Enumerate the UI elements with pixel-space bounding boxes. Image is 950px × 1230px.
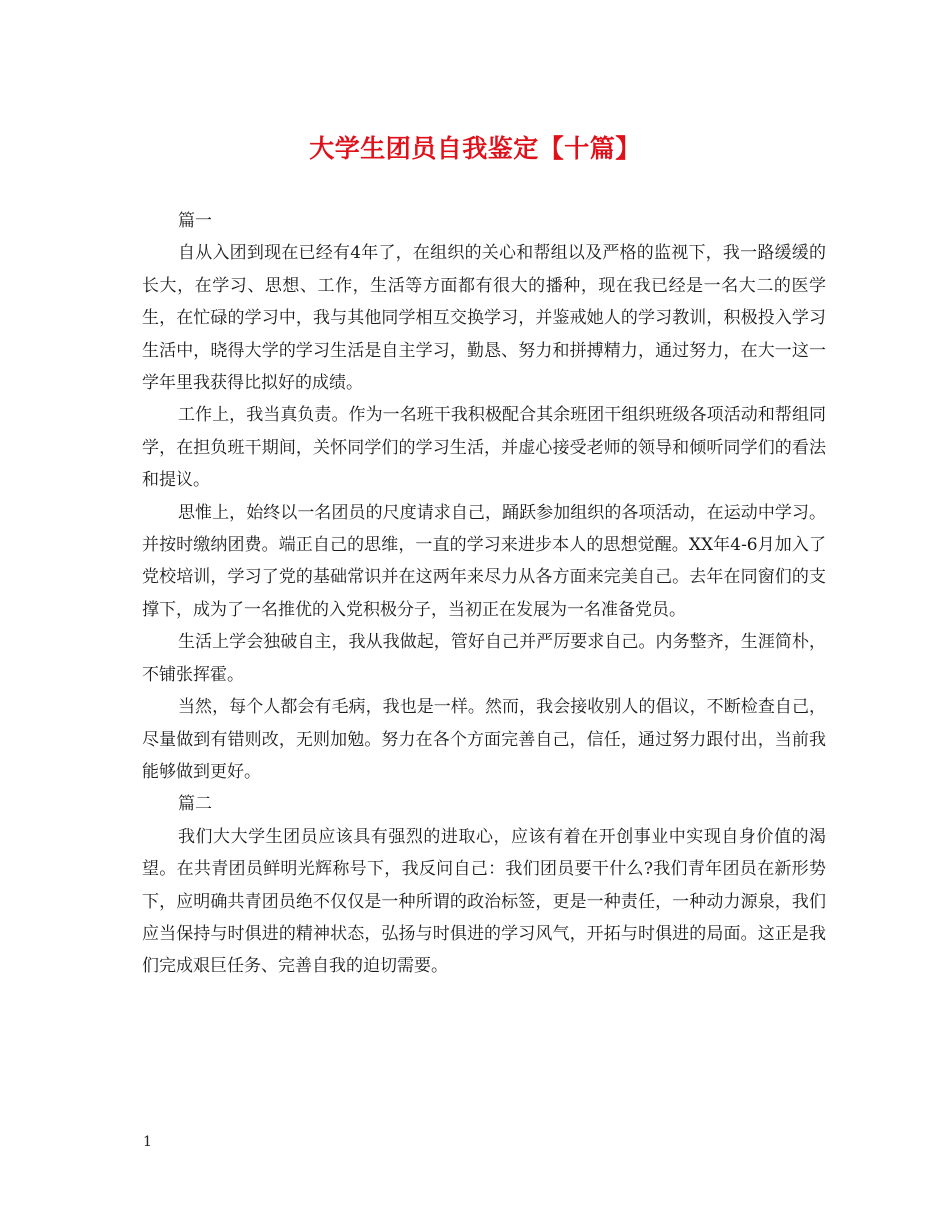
document-title: 大学生团员自我鉴定【十篇】 xyxy=(309,134,641,163)
page-number: 1 xyxy=(143,1134,152,1150)
section-heading-1: 篇一 xyxy=(178,211,212,231)
body-paragraph: 思惟上，始终以一名团员的尺度请求自己，踊跃参加组织的各项活动，在运动中学习。并按时缴纳团费。端正自己的思维，一直的学习来进步本人的思想觉醒。XX年4-6月加入了党校培训，学习了党的基础常识并在这两年来尽力从各方面来完美自己。去年在同窗们的支撑下，成为了一名推优的入党积极分子，当初正在发展为一名准备党员。 xyxy=(142,502,826,620)
section-heading-2: 篇二 xyxy=(178,794,212,815)
document-body xyxy=(142,205,826,983)
body-paragraph: 当然，每个人都会有毛病，我也是一样。然而，我会接收别人的倡议，不断检查自己，尽量做到有错则改，无则加勉。努力在各个方面完善自己，信任，通过努力跟付出，当前我能够做到更好。 xyxy=(142,697,826,782)
body-paragraph: 生活上学会独破自主，我从我做起，管好自己并严厉要求自己。内务整齐，生涯简朴，不铺张挥霍。 xyxy=(142,632,826,685)
body-paragraph: 我们大大学生团员应该具有强烈的进取心，应该有着在开创事业中实现自身价值的渴望。在共青团员鲜明光辉称号下，我反问自己：我们团员要干什么?我们青年团员在新形势下，应明确共青团员绝不仅仅是一种所谓的政治标签，更是一种责任，一种动力源泉，我们应当保持与时俱进的精神状态，弘扬与时俱进的学习风气，开拓与时俱进的局面。这正是我们完成艰巨任务、完善自我的迫切需要。 xyxy=(142,826,826,977)
body-paragraph: 工作上，我当真负责。作为一名班干我积极配合其余班团干组织班级各项活动和帮组同学，在担负班干期间，关怀同学们的学习生活，并虚心接受老师的领导和倾听同学们的看法和提议。 xyxy=(142,405,826,491)
body-paragraph: 自从入团到现在已经有4年了，在组织的关心和帮组以及严格的监视下，我一路缓缓的长大，在学习、思想、工作，生活等方面都有很大的播种，现在我已经是一名大二的医学生，在忙碌的学习中，我与其他同学相互交换学习，并鉴戒她人的学习教训，积极投入学习生活中，晓得大学的学习生活是自主学习，勤恳、努力和拼搏精力，通过努力，在大一这一学年里我获得比拟好的成绩。 xyxy=(142,243,826,394)
